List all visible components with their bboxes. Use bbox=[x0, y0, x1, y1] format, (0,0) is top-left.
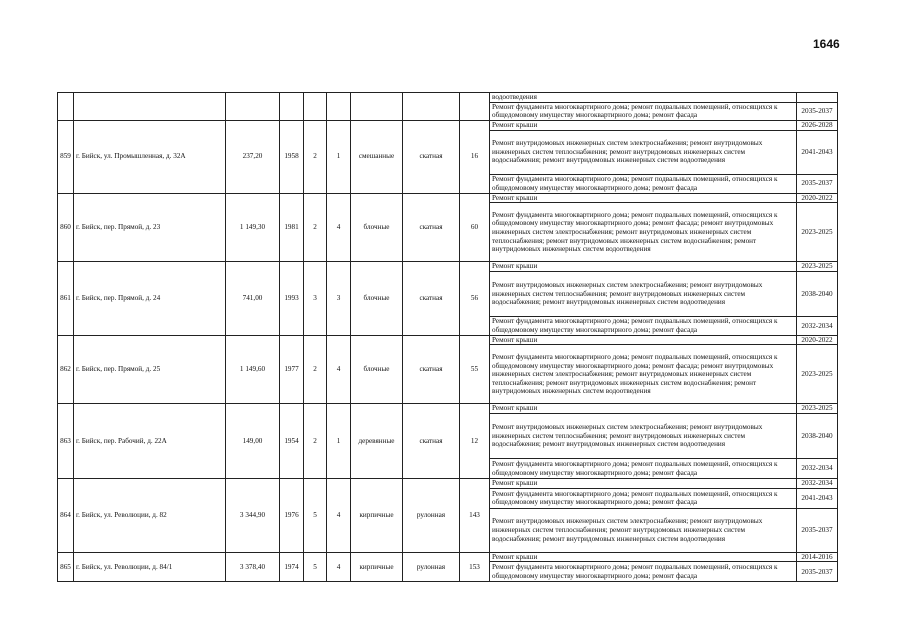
residents-count: 153 bbox=[460, 552, 490, 582]
build-year: 1981 bbox=[280, 193, 304, 262]
residents-count bbox=[460, 93, 490, 121]
house-area: 1 149,60 bbox=[226, 335, 280, 404]
work-period: 2035-2037 bbox=[797, 102, 838, 120]
wall-material: кирпичные bbox=[351, 552, 403, 582]
roof-type: скатная bbox=[403, 262, 460, 336]
work-description: Ремонт внутридомовых инженерных систем электроснабжения; ремонт внутридомовых инженерных систем теплоснабжения; ремонт внутридомовых инженерных систем водоснабжения; ремонт внутридомовых инженерных систем водоотведения bbox=[490, 414, 797, 459]
residents-count: 12 bbox=[460, 404, 490, 479]
table-row bbox=[58, 93, 838, 103]
roof-type bbox=[403, 93, 460, 121]
work-description: водоотведения bbox=[490, 93, 797, 103]
roof-type: рулонная bbox=[403, 552, 460, 582]
house-area: 149,00 bbox=[226, 404, 280, 479]
row-number: 864 bbox=[58, 479, 74, 553]
work-period: 2023-2025 bbox=[797, 203, 838, 262]
table-row bbox=[58, 120, 838, 130]
roof-type: рулонная bbox=[403, 479, 460, 553]
work-description: Ремонт фундамента многоквартирного дома; ремонт подвальных помещений, относящихся к общедомовому имуществу многоквартирного дома; ремонт фасада bbox=[490, 102, 797, 120]
work-description: Ремонт фундамента многоквартирного дома; ремонт подвальных помещений, относящихся к общедомовому имуществу многоквартирного дома; ремонт фасада; ремонт внутридомовых инженерных систем электроснабжения; ремонт внутридомовых инженерных систем теплоснабжения; ремонт внутридомовых инженерных систем водоснабжения; ремонт внутридомовых инженерных систем водоотведения bbox=[490, 345, 797, 404]
entrances-count bbox=[327, 93, 351, 121]
wall-material: блочные bbox=[351, 262, 403, 336]
roof-type: скатная bbox=[403, 335, 460, 404]
work-description: Ремонт фундамента многоквартирного дома; ремонт подвальных помещений, относящихся к общедомовому имуществу многоквартирного дома; ремонт фасада bbox=[490, 562, 797, 582]
build-year: 1977 bbox=[280, 335, 304, 404]
work-description: Ремонт крыши bbox=[490, 193, 797, 203]
row-number: 863 bbox=[58, 404, 74, 479]
roof-type: скатная bbox=[403, 193, 460, 262]
row-number bbox=[58, 93, 74, 121]
work-period: 2038-2040 bbox=[797, 271, 838, 316]
floors-count: 5 bbox=[304, 479, 327, 553]
table-row bbox=[58, 262, 838, 272]
entrances-count: 4 bbox=[327, 335, 351, 404]
house-address: г. Бийск, пер. Прямой, д. 24 bbox=[74, 262, 226, 336]
house-address: г. Бийск, пер. Прямой, д. 25 bbox=[74, 335, 226, 404]
table-row bbox=[58, 193, 838, 203]
entrances-count: 1 bbox=[327, 404, 351, 479]
wall-material: смешанные bbox=[351, 120, 403, 193]
house-address bbox=[74, 93, 226, 121]
work-description: Ремонт крыши bbox=[490, 120, 797, 130]
work-period: 2041-2043 bbox=[797, 130, 838, 174]
wall-material: блочные bbox=[351, 335, 403, 404]
work-period: 2032-2034 bbox=[797, 459, 838, 479]
build-year: 1974 bbox=[280, 552, 304, 582]
table-row bbox=[58, 479, 838, 489]
work-description: Ремонт фундамента многоквартирного дома; ремонт подвальных помещений, относящихся к общедомовому имуществу многоквартирного дома; ремонт фасада; ремонт внутридомовых инженерных систем электроснабжения; ремонт внутридомовых инженерных систем теплоснабжения; ремонт внутридомовых инженерных систем водоснабжения; ремонт внутридомовых инженерных систем водоотведения bbox=[490, 203, 797, 262]
residents-count: 143 bbox=[460, 479, 490, 553]
build-year: 1954 bbox=[280, 404, 304, 479]
entrances-count: 1 bbox=[327, 120, 351, 193]
wall-material bbox=[351, 93, 403, 121]
row-number: 865 bbox=[58, 552, 74, 582]
house-area: 741,00 bbox=[226, 262, 280, 336]
work-period: 2035-2037 bbox=[797, 562, 838, 582]
floors-count bbox=[304, 93, 327, 121]
house-area: 1 149,30 bbox=[226, 193, 280, 262]
work-period: 2020-2022 bbox=[797, 335, 838, 345]
work-description: Ремонт внутридомовых инженерных систем электроснабжения; ремонт внутридомовых инженерных систем теплоснабжения; ремонт внутридомовых инженерных систем водоснабжения; ремонт внутридомовых инженерных систем водоотведения bbox=[490, 130, 797, 174]
house-address: г. Бийск, ул. Революции, д. 84/1 bbox=[74, 552, 226, 582]
work-period: 2026-2028 bbox=[797, 120, 838, 130]
work-description: Ремонт фундамента многоквартирного дома; ремонт подвальных помещений, относящихся к общедомовому имуществу многоквартирного дома; ремонт фасада bbox=[490, 316, 797, 335]
build-year: 1993 bbox=[280, 262, 304, 336]
house-address: г. Бийск, ул. Промышленная, д. 32А bbox=[74, 120, 226, 193]
house-address: г. Бийск, пер. Рабочий, д. 22А bbox=[74, 404, 226, 479]
work-period: 2035-2037 bbox=[797, 508, 838, 552]
work-period: 2020-2022 bbox=[797, 193, 838, 203]
house-area: 237,20 bbox=[226, 120, 280, 193]
roof-type: скатная bbox=[403, 120, 460, 193]
floors-count: 3 bbox=[304, 262, 327, 336]
work-period: 2032-2034 bbox=[797, 479, 838, 489]
work-period: 2023-2025 bbox=[797, 262, 838, 272]
work-description: Ремонт внутридомовых инженерных систем электроснабжения; ремонт внутридомовых инженерных систем теплоснабжения; ремонт внутридомовых инженерных систем водоснабжения; ремонт внутридомовых инженерных систем водоотведения bbox=[490, 271, 797, 316]
build-year: 1958 bbox=[280, 120, 304, 193]
page-number: 1646 bbox=[813, 37, 840, 51]
table-row bbox=[58, 404, 838, 414]
table-row bbox=[58, 552, 838, 562]
row-number: 861 bbox=[58, 262, 74, 336]
work-period: 2035-2037 bbox=[797, 174, 838, 193]
build-year: 1976 bbox=[280, 479, 304, 553]
work-description: Ремонт фундамента многоквартирного дома; ремонт подвальных помещений, относящихся к общедомовому имуществу многоквартирного дома; ремонт фасада bbox=[490, 488, 797, 508]
build-year bbox=[280, 93, 304, 121]
residents-count: 60 bbox=[460, 193, 490, 262]
work-description: Ремонт крыши bbox=[490, 479, 797, 489]
work-period: 2032-2034 bbox=[797, 316, 838, 335]
floors-count: 2 bbox=[304, 120, 327, 193]
entrances-count: 4 bbox=[327, 479, 351, 553]
residents-count: 16 bbox=[460, 120, 490, 193]
work-description: Ремонт крыши bbox=[490, 262, 797, 272]
capital-repair-register-table bbox=[57, 92, 838, 582]
wall-material: блочные bbox=[351, 193, 403, 262]
work-period: 2014-2016 bbox=[797, 552, 838, 562]
floors-count: 5 bbox=[304, 552, 327, 582]
work-description: Ремонт внутридомовых инженерных систем электроснабжения; ремонт внутридомовых инженерных систем теплоснабжения; ремонт внутридомовых инженерных систем водоснабжения; ремонт внутридомовых инженерных систем водоотведения bbox=[490, 508, 797, 552]
house-area bbox=[226, 93, 280, 121]
work-period bbox=[797, 93, 838, 103]
roof-type: скатная bbox=[403, 404, 460, 479]
work-period: 2023-2025 bbox=[797, 404, 838, 414]
work-description: Ремонт крыши bbox=[490, 404, 797, 414]
row-number: 860 bbox=[58, 193, 74, 262]
wall-material: деревянные bbox=[351, 404, 403, 479]
entrances-count: 3 bbox=[327, 262, 351, 336]
house-area: 3 378,40 bbox=[226, 552, 280, 582]
work-period: 2041-2043 bbox=[797, 488, 838, 508]
house-address: г. Бийск, ул. Революции, д. 82 bbox=[74, 479, 226, 553]
work-period: 2038-2040 bbox=[797, 414, 838, 459]
entrances-count: 4 bbox=[327, 552, 351, 582]
work-description: Ремонт крыши bbox=[490, 335, 797, 345]
wall-material: кирпичные bbox=[351, 479, 403, 553]
work-description: Ремонт фундамента многоквартирного дома; ремонт подвальных помещений, относящихся к общедомовому имуществу многоквартирного дома; ремонт фасада bbox=[490, 174, 797, 193]
floors-count: 2 bbox=[304, 193, 327, 262]
work-description: Ремонт фундамента многоквартирного дома; ремонт подвальных помещений, относящихся к общедомовому имуществу многоквартирного дома; ремонт фасада bbox=[490, 459, 797, 479]
floors-count: 2 bbox=[304, 335, 327, 404]
entrances-count: 4 bbox=[327, 193, 351, 262]
house-address: г. Бийск, пер. Прямой, д. 23 bbox=[74, 193, 226, 262]
work-period: 2023-2025 bbox=[797, 345, 838, 404]
work-description: Ремонт крыши bbox=[490, 552, 797, 562]
house-area: 3 344,90 bbox=[226, 479, 280, 553]
residents-count: 55 bbox=[460, 335, 490, 404]
floors-count: 2 bbox=[304, 404, 327, 479]
row-number: 862 bbox=[58, 335, 74, 404]
residents-count: 56 bbox=[460, 262, 490, 336]
table-row bbox=[58, 335, 838, 345]
row-number: 859 bbox=[58, 120, 74, 193]
